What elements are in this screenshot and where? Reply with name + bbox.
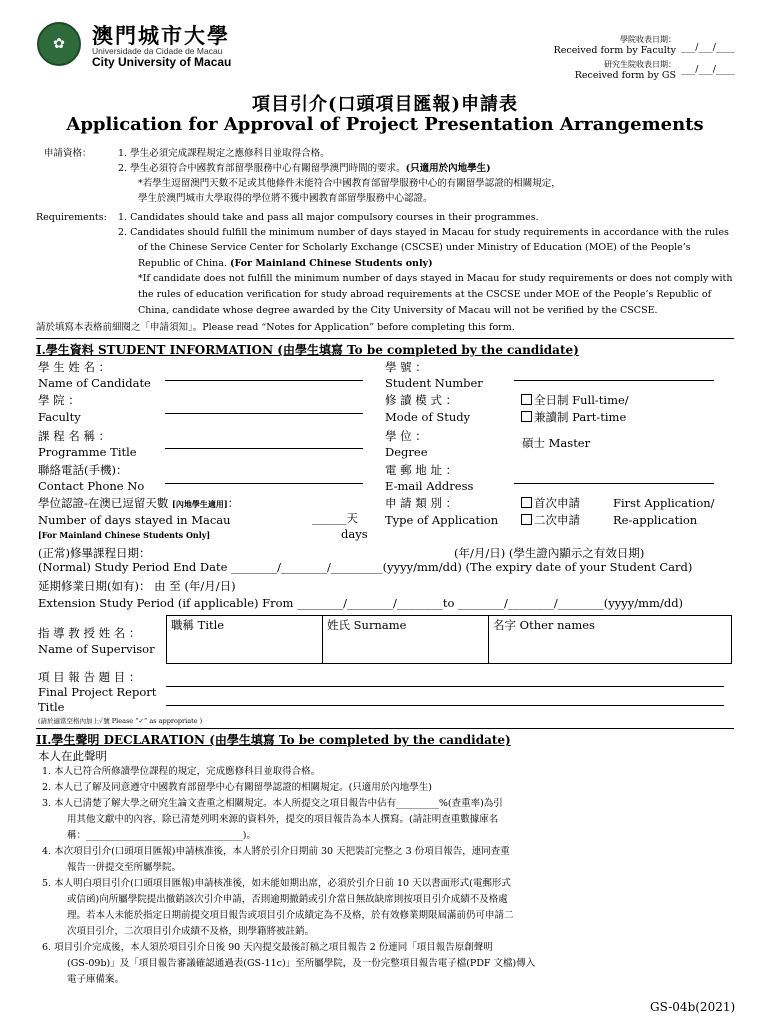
label-email-en: E-mail Address — [385, 479, 474, 493]
option-first-application-en: First Application/ — [613, 496, 715, 510]
label-report-en-2: Title — [38, 700, 65, 714]
tick-note: (請於適當空格內加上✓號 Please “✓” as appropriate ) — [38, 717, 203, 725]
section1-heading: I.學生資料 STUDENT INFORMATION (由學生填寫 To be completed by the candidate) — [36, 343, 579, 357]
label-report-en-1: Final Project Report — [38, 685, 157, 699]
recv-gs-cn: 研究生院收表日期： — [604, 60, 676, 69]
faculty-field[interactable] — [165, 413, 363, 414]
option-first-application[interactable]: 首次申請 — [521, 496, 580, 511]
extension-period-field[interactable]: Extension Study Period (if applicable) From ________/________/________to ________/________/________(yyyy/mm/dd) — [38, 596, 684, 610]
requirements-label-en: Requirements: — [36, 212, 107, 223]
section-divider — [36, 728, 734, 729]
requirements-en-5: *If candidate does not fulfill the minimum number of days stayed in Macau for study requirements or does not comply with — [138, 273, 733, 284]
programme-field[interactable] — [165, 448, 363, 449]
declaration-3b: 用其他文獻中的內容，除已清楚列明來源的資料外，提交的項目報告為本人撰寫。(請註明查重數據庫名 — [67, 814, 499, 825]
label-supervisor-cn: 指 導 教 授 姓 名 ： — [38, 626, 141, 640]
label-mode-cn: 修 讀 模 式 ： — [385, 393, 458, 407]
recv-faculty-cn: 學院收表日期： — [620, 35, 676, 44]
email-field[interactable] — [514, 483, 714, 484]
title-cn: 項目引介(口頭項目匯報)申請表 — [251, 94, 519, 115]
declaration-6c: 電子庫備案。 — [67, 974, 125, 985]
university-name-pt: Universidade da Cidade de Macau — [92, 46, 223, 56]
report-title-field-2[interactable] — [166, 705, 724, 706]
declaration-6a: 6. 項目引介完成後，本人須於項目引介日後 90 天內提交最後訂稿之項目報告 2 份連同「項目報告原創聲明 — [42, 942, 493, 953]
requirements-en-4: Republic of China. (For Mainland Chinese Students only) — [138, 258, 433, 269]
declaration-6b: (GS-09b)」及「項目報告審議確認通過表(GS-11c)」至所屬學院，及一份完整項目報告電子檔(PDF 文檔)傳入 — [67, 958, 536, 969]
eligibility-cn-3: *若學生逗留澳門天數不足或其他條件未能符合中國教育部留學服務中心的有關留學認證的相關規定， — [138, 178, 561, 189]
university-name-en: City University of Macau — [92, 55, 232, 69]
label-programme-en: Programme Title — [38, 445, 137, 459]
label-degree-cn: 學 位 ： — [385, 429, 427, 443]
form-code: GS-04b(2021) — [650, 1000, 736, 1014]
option-re-application[interactable]: 二次申請 — [521, 513, 580, 528]
label-phone-cn: 聯絡電話(手機)： — [38, 463, 128, 477]
title-en: Application for Approval of Project Presentation Arrangements — [66, 114, 704, 135]
supervisor-othernames-cell[interactable]: 名字 Other names — [489, 616, 732, 664]
label-period-cn-right: (年/月/日) (學生證內顯示之有效日期) — [454, 546, 645, 560]
declaration-3c[interactable]: 稱：_________________________________)。 — [67, 830, 256, 841]
days-unit-en: days — [341, 527, 368, 541]
declaration-intro: 本人在此聲明 — [38, 749, 107, 763]
phone-field[interactable] — [165, 483, 363, 484]
section2-heading: II.學生聲明 DECLARATION (由學生填寫 To be completed by the candidate) — [36, 733, 511, 747]
requirements-en-2: 2. Candidates should fulfill the minimum number of days stayed in Macau for study requirements in accordance with the rules — [118, 227, 729, 238]
declaration-2: 2. 本人已了解及同意遵守中國教育部留學中心有關留學認證的相關規定。(只適用於內地學生) — [42, 782, 432, 793]
label-email-cn: 電 郵 地 址 ： — [385, 463, 458, 477]
supervisor-table — [166, 615, 732, 664]
student-number-field[interactable] — [514, 380, 714, 381]
label-degree-en: Degree — [385, 445, 428, 459]
declaration-4b: 報告一併提交至所屬學院。 — [67, 862, 182, 873]
study-period-end-date-field[interactable]: (Normal) Study Period End Date ________/________/_________(yyyy/mm/dd) (The expiry date of your Student Card) — [38, 560, 693, 574]
declaration-5c: 理。若本人未能於指定日期前提交項目報告或項目引介成績定為不及格，於有效修業期限屆滿前仍可申請二 — [67, 910, 514, 921]
checkbox-icon[interactable] — [521, 411, 532, 422]
declaration-4a: 4. 本次項目引介(口頭項目匯報)申請核准後，本人將於引介日期前 30 天把裝訂完整之 3 份項目報告，連同查重 — [42, 846, 510, 857]
requirements-en-7: China, candidate whose degree awarded by the City University of Macau will not be verified by the CSCSE. — [138, 305, 658, 316]
eligibility-label-cn: 申請資格： — [44, 148, 92, 159]
name-field[interactable] — [165, 380, 363, 381]
declaration-3a[interactable]: 3. 本人已清楚了解大學之研究生論文查重之相關規定。本人所提交之項目報告中佔有_________%(查重率)為引 — [42, 798, 503, 809]
declaration-5a: 5. 本人明白項目引介(口頭項目匯報)申請核准後，如未能如期出席，必須於引介日前 10 天以書面形式(電郵形式 — [42, 878, 511, 889]
label-faculty-cn: 學 院 ： — [38, 393, 80, 407]
declaration-1: 1. 本人已符合所修讀學位課程的規定，完成應修科目並取得合格。 — [42, 766, 321, 777]
label-phone-en: Contact Phone No — [38, 479, 145, 493]
requirements-en-3: of the Chinese Service Center for Scholarly Exchange (CSCSE) under Ministry of Education (MOE) of the People’s — [138, 242, 691, 253]
label-programme-cn: 課 程 名 稱 ： — [38, 429, 111, 443]
days-field[interactable]: ______天 — [312, 511, 358, 525]
checkbox-icon[interactable] — [521, 497, 532, 508]
requirements-en-1: 1. Candidates should take and pass all major compulsory courses in their programmes. — [118, 212, 539, 223]
declaration-5b: 或信函)向所屬學院提出撤銷該次引介申請，否則逾期撤銷或引介當日無故缺席則按項目引介成績不及格處 — [67, 894, 508, 905]
label-faculty-en: Faculty — [38, 410, 81, 424]
label-period-cn: (正常)修畢課程日期： — [38, 546, 151, 560]
checkbox-icon[interactable] — [521, 514, 532, 525]
university-name-cn: 澳門城市大學 — [92, 23, 230, 48]
declaration-5d: 次項目引介，二次項目引介成績不及格，則學籍將被註銷。 — [67, 926, 315, 937]
label-days-en: Number of days stayed in Macau — [38, 513, 231, 527]
section-divider — [36, 338, 734, 339]
option-re-application-en: Re-application — [613, 513, 698, 527]
supervisor-title-cell[interactable]: 職稱 Title — [167, 616, 323, 664]
recv-gs-date[interactable]: ___/___/____ — [681, 64, 735, 75]
recv-faculty-en: Received form by Faculty — [553, 45, 676, 56]
label-name-cn: 學 生 姓 名 ： — [38, 360, 111, 374]
recv-faculty-date[interactable]: ___/___/____ — [681, 42, 735, 53]
option-full-time[interactable]: 全日制 Full-time/ — [521, 393, 629, 408]
label-supervisor-en: Name of Supervisor — [38, 642, 155, 656]
eligibility-cn-4: 學生於澳門城市大學取得的學位將不獲中國教育部留學服務中心認證。 — [138, 193, 433, 204]
label-type-cn: 申 請 類 別 ： — [385, 496, 458, 510]
eligibility-cn-1: 1. 學生必須完成課程規定之應修科目並取得合格。 — [118, 148, 330, 159]
requirements-en-6: the rules of education verification for study abroad requirements at the CSCSE under MOE of the People’s Republic of — [138, 289, 712, 300]
label-name-en: Name of Candidate — [38, 376, 151, 390]
university-seal: ✿ — [37, 22, 81, 66]
label-days-cn: 學位認證-在澳已逗留天數 [內地學生適用]： — [38, 496, 240, 510]
label-mode-en: Mode of Study — [385, 410, 471, 424]
read-notes-notice: 請於填寫本表格前細閱之「申請須知」。Please read “Notes for Application” before completing this form. — [36, 322, 515, 333]
recv-gs-en: Received form by GS — [574, 70, 676, 81]
checkbox-icon[interactable] — [521, 394, 532, 405]
option-part-time[interactable]: 兼讀制 Part-time — [521, 410, 626, 425]
label-type-en: Type of Application — [385, 513, 499, 527]
label-extension-cn: 延期修業日期(如有)： 由 至 (年/月/日) — [38, 579, 236, 593]
label-days-en-note: [For Mainland Chinese Students Only] — [38, 530, 211, 540]
degree-value: 碩士 Master — [522, 436, 591, 450]
label-report-cn: 項 目 報 告 題 目 ： — [38, 670, 141, 684]
supervisor-surname-cell[interactable]: 姓氏 Surname — [323, 616, 489, 664]
eligibility-cn-2: 2. 學生必須符合中國教育部留學服務中心有關留學澳門時間的要求。(只適用於內地學生) — [118, 163, 491, 174]
label-sno-en: Student Number — [385, 376, 483, 390]
label-sno-cn: 學 號 ： — [385, 360, 427, 374]
report-title-field-1[interactable] — [166, 686, 724, 687]
